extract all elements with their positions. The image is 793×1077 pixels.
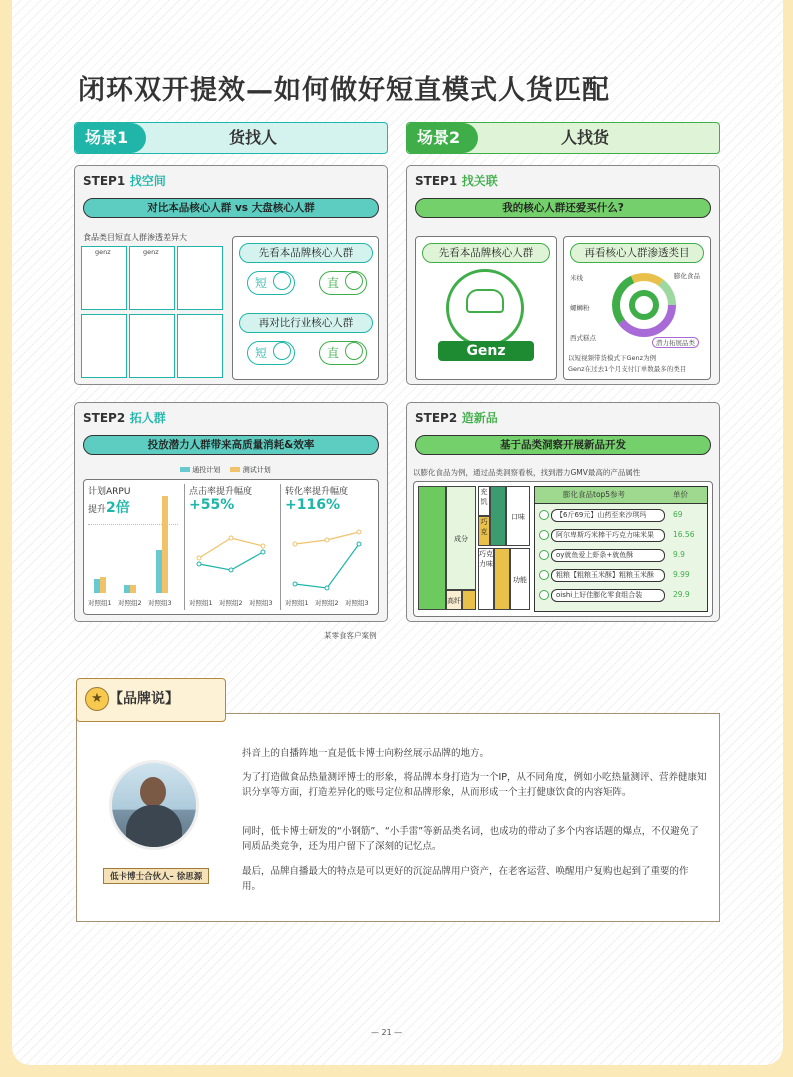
chart-value: +55% [189,497,235,513]
chart-title: 点击率提升幅度 [189,487,253,497]
scene1-name: 货找人 [229,128,278,147]
step-number: STEP2 [83,411,126,425]
category-donut [604,265,684,345]
panel3-step [83,409,166,426]
mini-table-head: genz [95,248,111,256]
brand-tag-label: 【品牌说】 [109,691,179,707]
page-number: — 21 — [371,1028,403,1037]
x-tick: 对照组2 [315,599,339,607]
panel2-right-label: 再看核心人群渗透类目 [570,243,704,263]
panel-new-product [406,402,720,622]
table-head-name: 膨化食品top5参考 [563,490,626,499]
product-name: 阿尔卑斯巧米棒干巧克力味米果 [551,529,665,542]
treemap-label: 充饥 [478,486,490,516]
row-icon [539,530,549,540]
product-price: 29.9 [673,590,690,599]
product-name: 【6斤69元】山药至来沙琪玛 [551,509,665,522]
donut-label: 螺蛳粉 [570,304,590,312]
product-price: 9.9 [673,550,685,559]
scene2-tag: 场景2 [407,123,478,153]
person-icon [345,272,363,290]
group-icon [466,289,504,313]
bar [100,577,106,593]
legend-swatch [180,467,190,472]
chart-value: 2倍 [106,500,130,516]
legend-swatch [230,467,240,472]
x-tick: 对照组3 [148,599,172,607]
avatar [109,760,199,850]
step-name: 拓人群 [129,411,166,425]
mini-table [129,314,175,378]
bar [130,585,136,593]
direct-label: 直 [327,276,340,290]
donut-label: 西式糕点 [570,334,596,342]
mini-tables [81,246,229,380]
x-tick: 对照组2 [219,599,243,607]
person-icon [345,342,363,360]
panel3-banner: 投放潜力人群带来高质量消耗&效率 [83,435,379,455]
step-name: 找关联 [461,174,498,188]
legend-item: 测试计划 [242,466,271,474]
step-number: STEP2 [415,411,458,425]
treemap-block [462,590,476,610]
mini-table [81,314,127,378]
charts-area [83,479,379,615]
treemap-label: 巧克 [478,516,490,546]
chart-arpu [88,484,180,610]
product-name: oy就鱼爱上虾条+就鱼酥 [551,549,665,562]
treemap-label: 成分 [446,486,476,590]
ctr-lines [189,518,277,598]
top5-table [534,486,708,612]
donut-note: 以短视频带货模式下Genz为例 [568,354,657,362]
chart-cvr [280,484,377,610]
panel-expand-crowd [74,402,388,622]
row-icon [539,510,549,520]
brand-paragraph: 最后，品牌自播最大的特点是可以更好的沉淀品牌用户资产，在老客运营、唤醒用户复购也起到了重要的作用。 [242,866,689,892]
short-label: 短 [255,276,268,290]
x-tick: 对照组1 [88,599,112,607]
page [12,0,783,1065]
donut-note: Genz在过去1个月支付订单数最多的类目 [568,365,687,373]
product-price: 16.56 [673,530,695,539]
panel1-banner: 对比本品核心人群 vs 大盘核心人群 [83,198,379,218]
person-icon [273,272,291,290]
chart-ctr [184,484,281,610]
panel1-right [232,236,379,380]
legend-item: 通投计划 [192,466,221,474]
scene2-name: 人找货 [561,128,610,147]
panel1-subtitle: 食品类目短直人群渗透差异大 [83,233,187,242]
panel4-body [413,481,713,617]
person-name: 低卡博士合伙人– 徐思源 [103,868,209,884]
step-number: STEP1 [415,174,458,188]
x-tick: 对照组1 [285,599,309,607]
mini-table [177,314,223,378]
table-header [535,487,707,504]
brand-tag [76,678,226,722]
chart-legend [180,465,271,475]
panel2-left-label: 先看本品牌核心人群 [422,243,550,263]
panel1-step [83,172,166,189]
bar [162,496,168,593]
treemap-label: 高纤 [446,590,462,610]
mini-table-head: genz [143,248,159,256]
product-name: 粗粮【粗粮玉米酥】粗粮玉米酥 [551,569,665,582]
product-price: 9.99 [673,570,690,579]
treemap-block [418,486,446,610]
x-tick: 对照组2 [118,599,142,607]
case-caption: 某零食客户案例 [324,631,377,640]
donut-label: 米线 [570,274,583,282]
potential-category-pill: 潜力拓展品类 [652,337,699,348]
panel2-right [563,236,711,380]
panel2-left [415,236,557,380]
product-name: oishi上好佳膨化零食组合装 [551,589,665,602]
x-tick: 对照组3 [249,599,273,607]
direct-label: 直 [327,346,340,360]
mini-table [177,246,223,310]
step-name: 找空间 [129,174,166,188]
x-tick: 对照组1 [189,599,213,607]
chart-title: 转化率提升幅度 [285,487,349,497]
row-icon [539,550,549,560]
treemap-label: 巧克力味 [478,548,494,610]
brand-paragraph: 为了打造做食品热量测评博士的形象，将品牌本身打造为一个IP，从不同角度，例如小吃热量测评、营养健康知识分享等方面，打造差异化的账号定位和品牌形象，从而形成一个主打健康饮食的内容矩阵。 [242,772,707,798]
short-label: 短 [255,346,268,360]
panel-find-relation [406,165,720,385]
treemap-block [490,486,506,546]
table-head-price: 单价 [673,490,688,499]
donut-label: 膨化食品 [674,272,700,280]
row-icon [539,590,549,600]
right-top-label: 先看本品牌核心人群 [239,243,373,263]
scene1-tag: 场景1 [75,123,146,153]
cvr-lines [285,518,373,598]
chart-title: 计划ARPU [88,487,131,497]
treemap [418,486,530,610]
chart-value: +116% [285,497,340,513]
treemap-label: 口味 [506,486,530,546]
brand-paragraph: 同时，低卡博士研发的“小钢筋”、“小手雷”等新品类名词，也成功的带动了多个内容话题的爆点，不仅避免了同质品类竞争，还为用户留下了深刻的记忆点。 [242,826,699,852]
chart-sub: 提升 [88,505,107,515]
product-price: 69 [673,510,683,519]
panel4-banner: 基于品类洞察开展新品开发 [415,435,711,455]
treemap-block [494,548,510,610]
panel4-desc: 以膨化食品为例，通过品类洞察看板，找到潜力GMV最高的产品属性 [413,468,641,477]
treemap-label: 功能 [510,548,530,610]
brand-paragraph: 抖音上的自播阵地一直是低卡博士向粉丝展示品牌的地方。 [242,748,490,759]
right-bottom-label: 再对比行业核心人群 [239,313,373,333]
panel-find-space [74,165,388,385]
page-title: 闭环双开提效—如何做好短直模式人货匹配 [78,75,610,106]
panel2-banner: 我的核心人群还爱买什么? [415,198,711,218]
person-icon [273,342,291,360]
scene1-header [74,122,388,154]
genz-label: Genz [438,341,534,361]
step-number: STEP1 [83,174,126,188]
step-name: 造新品 [461,411,498,425]
panel4-step [415,409,498,426]
x-tick: 对照组3 [345,599,369,607]
scene2-header [406,122,720,154]
row-icon [539,570,549,580]
panel2-step [415,172,498,189]
star-icon: ★ [85,687,109,711]
